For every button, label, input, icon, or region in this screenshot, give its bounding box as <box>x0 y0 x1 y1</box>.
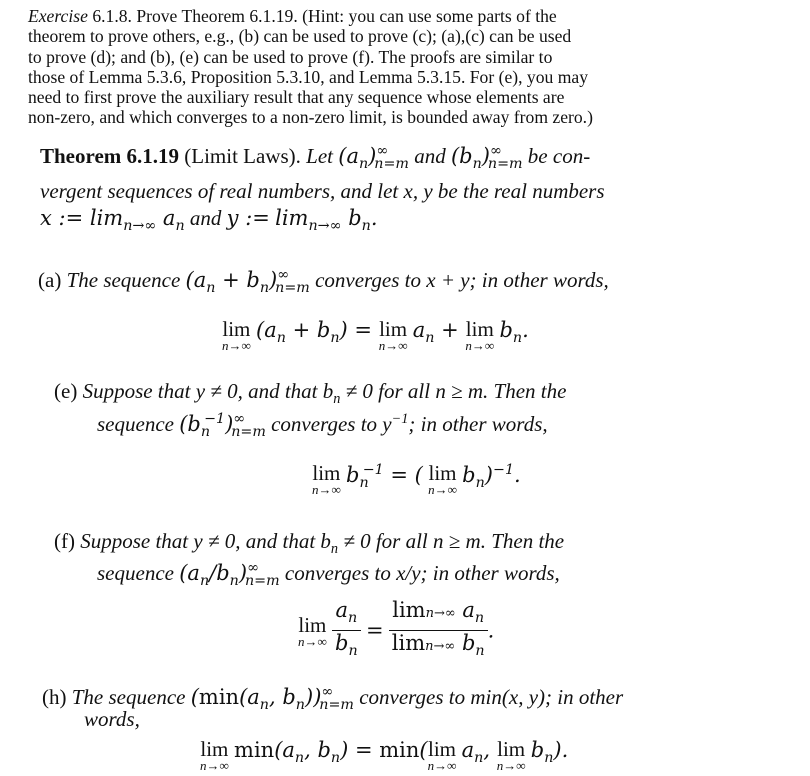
part-e-text: (e) Suppose that y ≠ 0, and that $b_n \ne 0$ for all n ≥ m. Then the <box>54 379 567 408</box>
theorem-line-2: vergent sequences of real numbers, and let x, y be the real numbers <box>40 179 605 204</box>
part-e-display: lim n→∞ $b_n^{-1}$ = ( lim n→∞ $b_n)^{-1}$. <box>312 461 521 497</box>
part-a-label: (a) <box>38 268 62 292</box>
part-f-text-line-2: sequence $(a_n/b_n)^\infty_{n=m}$ converges to x/y; in other words, <box>97 560 560 590</box>
part-f-display: lim n→∞ $\frac{a_n}{b_n}$ = $\frac{\lim n\to\infty a_n}{\lim n\to\infty b_n}$ . <box>298 598 495 660</box>
part-f-text: (f) Suppose that y ≠ 0, and that $b_n \ne 0$ for all n ≥ m. Then the <box>54 529 565 558</box>
exercise-line-5: need to first prove the auxiliary result that any sequence whose elements are <box>28 87 565 108</box>
part-h-text-line-2: words, <box>84 707 140 731</box>
exercise-line-1: Exercise 6.1.8. Prove Theorem 6.1.19. (Hint: you can use some parts of the <box>28 6 557 26</box>
theorem-line-1: Theorem 6.1.19 (Limit Laws). Let $(a_n)^\infty_{n=m}$ and $(b_n)^\infty_{n=m}$ be con- <box>40 143 591 173</box>
exercise-label: Exercise <box>28 6 88 26</box>
part-a-text: (a) The sequence $(a_n + b_n)^\infty_{n=m}$ converges to x + y; in other words, <box>38 267 609 297</box>
part-f-label: (f) <box>54 529 75 553</box>
theorem-name: (Limit Laws). <box>184 144 301 168</box>
exercise-line-2: theorem to prove others, e.g., (b) can be used to prove (c); (a),(c) can be used <box>28 26 572 47</box>
exercise-number: 6.1.8. <box>92 6 132 26</box>
exercise-paragraph <box>28 6 788 128</box>
part-h-label: (h) <box>42 685 67 709</box>
part-e-label: (e) <box>54 379 78 403</box>
theorem-line-3: x := $\lim_{n\to\infty} a_n$ and y := $\lim_{n\to\infty} b_n$. <box>40 206 378 235</box>
part-e-text-line-2: sequence $(b_n^{-1})^\infty_{n=m}$ converges to $y^{-1}$; in other words, <box>97 411 548 441</box>
theorem-statement <box>40 138 605 240</box>
part-h-display: lim n→∞ $\min(a_n$, $b_n) = \min$( lim n→∞ $a_n$, lim n→∞ $b_n$). <box>200 737 569 773</box>
part-h-text: (h) The sequence ($\min(a_n$, $b_n))^\infty_{n=m}$ converges to min(x, y); in other <box>42 684 624 714</box>
exercise-line-6: non-zero, and which converges to a non-zero limit, is bounded away from zero.) <box>28 107 593 128</box>
exercise-line-4: those of Lemma 5.3.6, Proposition 5.3.10, and Lemma 5.3.15. For (e), you may <box>28 66 588 87</box>
theorem-heading: Theorem 6.1.19 <box>40 144 180 168</box>
part-a-display: lim n→∞ $(a_n + b_n)$ = lim n→∞ $a_n$ + lim n→∞ $b_n$. <box>222 317 529 353</box>
exercise-line-3: to prove (d); and (b), (e) can be used to prove (f). The proofs are similar to <box>28 46 553 67</box>
